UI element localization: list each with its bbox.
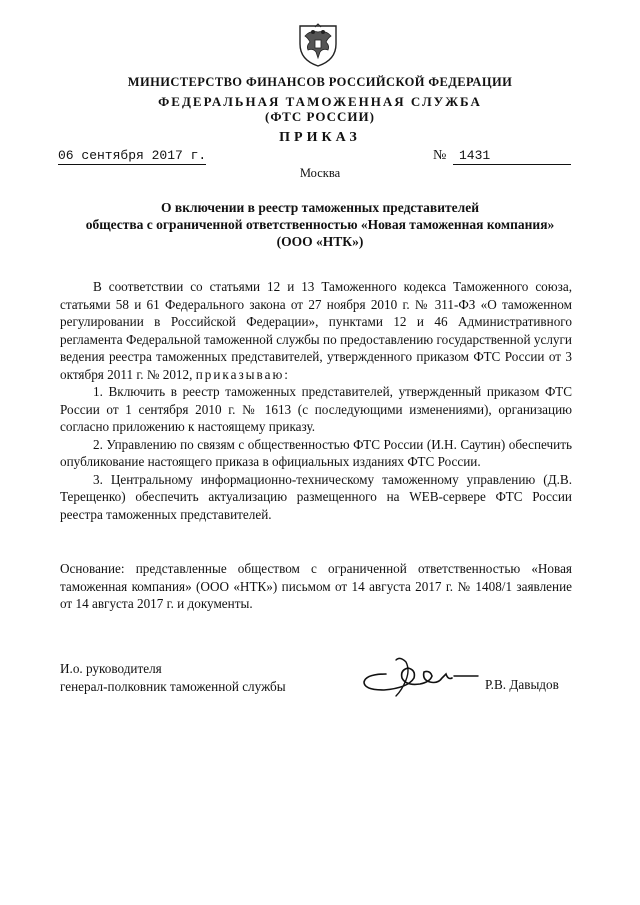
order-basis: [60, 560, 572, 613]
order-item-1: 1. Включить в реестр таможенных представителей, утвержденный приказом ФТС России от 1 сентября 2010 г. № 1613 (с последующими изменениями), организацию согласно приложению к настоящему приказу.: [60, 384, 572, 434]
service-name: ФЕДЕРАЛЬНАЯ ТАМОЖЕННАЯ СЛУЖБА: [158, 94, 482, 109]
order-number-sign: №: [433, 148, 447, 163]
subject-line-2: общества с ограниченной ответственностью «Новая таможенная компания»: [85, 217, 555, 232]
directive-word: приказываю:: [195, 366, 290, 382]
signatory-role-line-1: И.о. руководителя: [60, 661, 162, 676]
order-item-2: 2. Управлению по связям с общественностью ФТС России (И.Н. Саутин) обеспечить опубликование настоящего приказа в официальных изданиях ФТС России.: [60, 436, 572, 469]
order-body: [60, 278, 572, 523]
signatory-name: Р.В. Давыдов: [485, 677, 559, 692]
signatory-role-line-2: генерал-полковник таможенной службы: [60, 679, 286, 694]
subject-line-1: О включении в реестр таможенных представителей: [161, 200, 479, 215]
document-type: ПРИКАЗ: [279, 130, 361, 145]
service-abbreviation: (ФТС РОССИИ): [265, 109, 375, 124]
order-city: Москва: [299, 166, 341, 180]
order-subject: [40, 199, 600, 250]
coat-of-arms-icon: [296, 20, 340, 68]
order-date: 06 сентября 2017 г.: [58, 148, 207, 163]
body-intro: [60, 278, 572, 383]
subject-line-3: (ООО «НТК»): [276, 234, 364, 249]
order-number: 1431: [453, 148, 571, 165]
order-item-3: 3. Центральному информационно-техническому таможенному управлению (Д.В. Терещенко) обеспечить актуализацию размещенного на WEB-сервере ФТС России реестра таможенных представителей.: [60, 471, 572, 522]
signatory-role: [60, 660, 286, 696]
basis-text: Основание: представленные обществом с ограниченной ответственностью «Новая таможенная компания» (ООО «НТК») письмом от 14 августа 2017 г. № 1408/1 заявление от 14 августа 2017 г. и документы.: [60, 561, 572, 611]
intro-text: В соответствии со статьями 12 и 13 Таможенного кодекса Таможенного союза, статьями 58 и 61 Федерального закона от 27 ноября 2010 г. № 311-ФЗ «О таможенном регулировании в Российской Федерации», пунктами 12 и 46 Административного регламента Федеральной таможенной службы по предоставлению государственной услуги ведения реестра таможенных представителей, утвержденного приказом ФТС России от 3 октября 2011 г. № 2012,: [60, 279, 572, 382]
ministry-name: МИНИСТЕРСТВО ФИНАНСОВ РОССИЙСКОЙ ФЕДЕРАЦИИ: [127, 75, 513, 89]
handwritten-signature: [356, 652, 481, 700]
